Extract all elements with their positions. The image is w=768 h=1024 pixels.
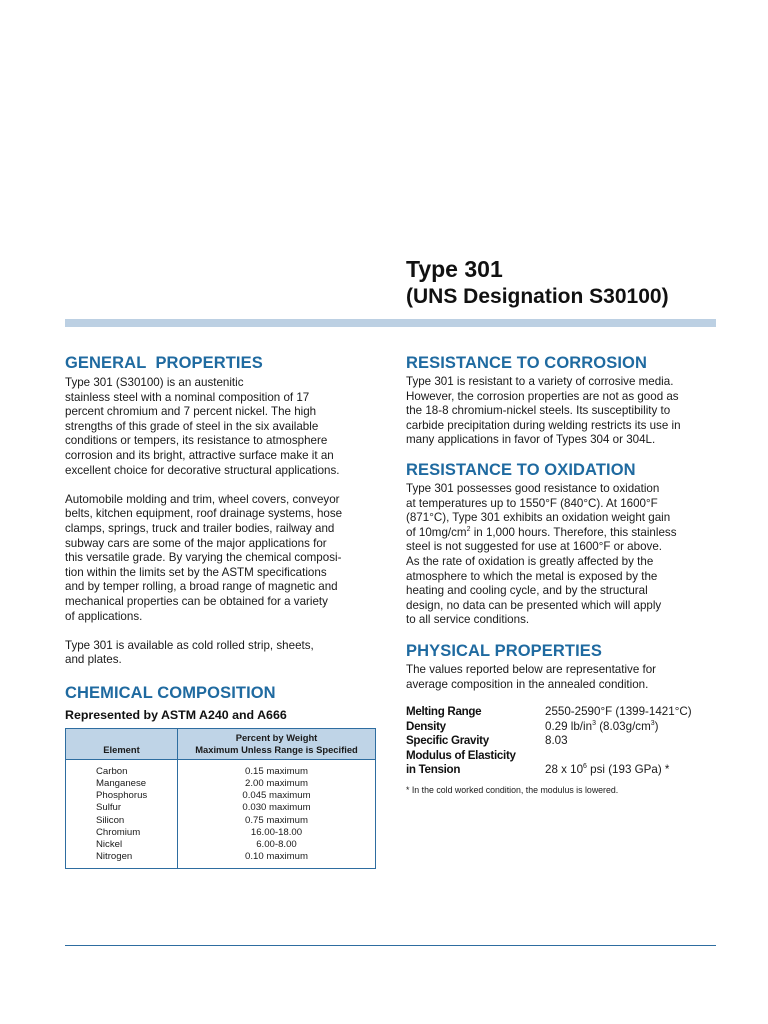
element-cell: Chromium bbox=[66, 827, 178, 839]
table-row bbox=[66, 778, 376, 790]
property-row-gravity bbox=[406, 734, 716, 749]
chemical-subheading: Represented by ASTM A240 and A666 bbox=[65, 707, 287, 722]
corrosion-heading: RESISTANCE TO CORROSION bbox=[406, 354, 647, 372]
table-row bbox=[66, 759, 376, 778]
table-header-row bbox=[66, 728, 376, 759]
right-column bbox=[406, 352, 716, 796]
value-cell: 0.15 maximum bbox=[245, 765, 308, 777]
value-cell: 16.00-18.00 bbox=[250, 826, 303, 838]
general-paragraph-1: Type 301 (S30100) is an austenitic stainless steel with a nominal composition of 17 percent chromium and 7 percent nickel. The high strengths of this grade of steel in the six available conditions or tempers, its resistance to atmosphere corrosion and its bright, attractive surface make it an excellent choice for decorative structural applications. bbox=[65, 376, 340, 477]
physical-properties-heading: PHYSICAL PROPERTIES bbox=[406, 641, 602, 660]
page-title: Type 301 bbox=[406, 256, 503, 282]
value-cell: 0.10 maximum bbox=[245, 851, 308, 863]
general-paragraph-2: Automobile molding and trim, wheel covers, conveyor belts, kitchen equipment, roof drainage systems, hose clamps, springs, truck and trailer bodies, railway and subway cars are some of the major applications for this versatile grade. By varying the chemical composi- tion within the limits set by the ASTM specifications and by temper rolling, a broad range of magnetic and mechanical properties can be obtained for a variety of applications. bbox=[65, 492, 343, 623]
footnote: * In the cold worked condition, the modulus is lowered. bbox=[406, 785, 619, 796]
table-row bbox=[66, 802, 376, 814]
general-properties-heading: GENERAL PROPERTIES bbox=[65, 354, 263, 372]
property-row-density bbox=[406, 720, 716, 735]
element-cell: Manganese bbox=[66, 778, 178, 790]
footer-rule bbox=[65, 945, 716, 946]
table-row bbox=[66, 790, 376, 802]
property-value: 0.29 $lb/in^3$ $(8.03g/cm^3)$ bbox=[545, 719, 659, 733]
physical-properties-list bbox=[406, 705, 716, 778]
value-cell: 2.00 maximum bbox=[245, 778, 308, 790]
percent-column-header: Percent by Weight Maximum Unless Range is Specified bbox=[178, 728, 376, 759]
oxidation-paragraph-2: As the rate of oxidation is greatly affected by the atmosphere to which the metal is exposed by the heating and cooling cycle, and by the structural design, no data can be presented which will apply to all service conditions. bbox=[406, 554, 662, 627]
element-cell: Phosphorus bbox=[66, 790, 178, 802]
left-column bbox=[65, 352, 375, 869]
oxidation-heading: RESISTANCE TO OXIDATION bbox=[406, 460, 636, 479]
physical-intro: The values reported below are representative for average composition in the annealed condition. bbox=[406, 662, 657, 691]
element-cell: Nickel bbox=[66, 839, 178, 851]
element-cell: Carbon bbox=[66, 759, 178, 778]
property-label: Density bbox=[406, 719, 446, 733]
property-label: in Tension bbox=[406, 763, 461, 777]
table-row bbox=[66, 815, 376, 827]
value-cell: 0.030 maximum bbox=[242, 802, 311, 814]
property-row-melting bbox=[406, 705, 716, 720]
element-cell: Nitrogen bbox=[66, 851, 178, 868]
oxidation-paragraph-1: Type 301 possesses good resistance to oxidation at temperatures up to 1550°F (840°C). At 1600°F (871°C), Type 301 exhibits an oxidation weight gain of $10mg/cm^2$ in 1,000 hours. Therefore, this stainless steel is not suggested for use at 1600°F or above. bbox=[406, 481, 677, 554]
element-cell: Silicon bbox=[66, 815, 178, 827]
general-paragraph-3: Type 301 is available as cold rolled strip, sheets, and plates. bbox=[65, 638, 314, 667]
header-rule bbox=[65, 319, 716, 327]
value-cell: 0.75 maximum bbox=[245, 814, 308, 826]
page-subtitle: (UNS Designation S30100) bbox=[406, 285, 669, 308]
property-label: Melting Range bbox=[406, 705, 482, 719]
element-cell: Sulfur bbox=[66, 802, 178, 814]
value-cell: 0.045 maximum bbox=[242, 790, 311, 802]
chemical-composition-table bbox=[65, 728, 376, 869]
table-row bbox=[66, 839, 376, 851]
table-row bbox=[66, 851, 376, 868]
property-row-modulus bbox=[406, 763, 716, 778]
corrosion-paragraph: Type 301 is resistant to a variety of corrosive media. However, the corrosion properties are not as good as the 18-8 chromium-nickel steels. Its susceptibility to carbide precipitation during welding restricts its use in many applications in favor of Types 304 or 304L. bbox=[406, 375, 681, 447]
property-label: Modulus of Elasticity bbox=[406, 748, 516, 762]
page-title-block bbox=[406, 255, 669, 311]
table-row bbox=[66, 827, 376, 839]
property-row-modulus-label bbox=[406, 749, 716, 764]
property-value: 8.03 bbox=[545, 734, 568, 748]
property-value: 2550-2590°F (1399-1421°C) bbox=[545, 705, 692, 719]
value-cell: 6.00-8.00 bbox=[256, 839, 297, 851]
property-label: Specific Gravity bbox=[406, 734, 489, 748]
chemical-composition-heading: CHEMICAL COMPOSITION bbox=[65, 683, 276, 702]
element-column-header: Element bbox=[66, 728, 178, 759]
property-value: 28 x $10^6$ psi (193 GPa) * bbox=[545, 763, 670, 777]
